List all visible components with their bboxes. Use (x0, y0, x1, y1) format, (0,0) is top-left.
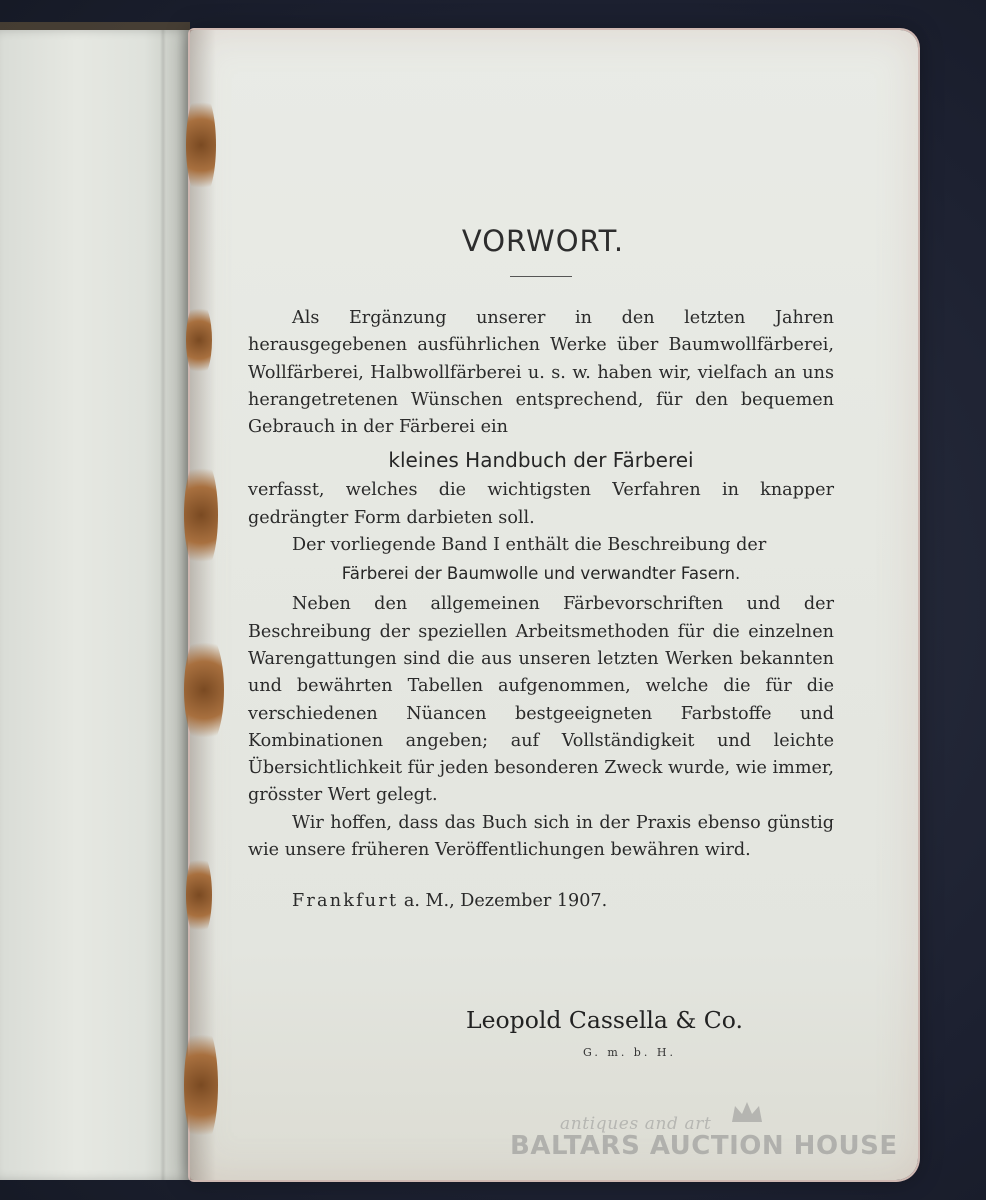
rust-stain (186, 90, 216, 200)
rust-stain (184, 455, 218, 575)
dateline (248, 888, 834, 915)
dateline-place: Frankfurt (292, 891, 399, 912)
preface-text-block (248, 200, 834, 915)
preface-paragraph-1: Als Ergänzung unserer in den letzten Jahren herausgegebenen ausführlichen Werke über Baumwollfärberei, Wollfärberei, Halbwollfärberei u. s. w. haben wir, vielfach an uns herangetretenen Wünschen entsprechend, für den bequemen Gebrauch in der Färberei ein (248, 308, 834, 438)
book-title-highlight: kleines Handbuch der Färberei (388, 448, 694, 473)
rust-stain (186, 300, 212, 380)
company-legal-form: G. m. b. H. (583, 1046, 676, 1059)
preface-paragraph-2: verfasst, welches die wichtigsten Verfahren in knapper gedrängter Form darbieten soll. (248, 480, 834, 528)
volume-subject-highlight: Färberei der Baumwolle und verwandter Fasern. (341, 564, 741, 584)
dateline-date: a. M., Dezember 1907. (398, 891, 608, 912)
watermark-name: BALTARS AUCTION HOUSE (510, 1131, 898, 1161)
crown-icon (730, 1100, 764, 1126)
rust-stain (184, 630, 224, 750)
preface-paragraph-3: Der vorliegende Band I enthält die Beschreibung der (292, 535, 767, 556)
company-signature: Leopold Cassella & Co. (466, 1006, 743, 1034)
page-title: VORWORT. (461, 224, 625, 258)
watermark-tagline: antiques and art (560, 1114, 712, 1134)
rust-stain (186, 850, 212, 940)
title-divider (510, 276, 572, 277)
preface-paragraph-4: Neben den allgemeinen Färbevorschriften und der Beschreibung der speziellen Arbeitsmethoden für die einzelnen Warengattungen sind die aus unseren letzten Werken bekannten und bewährten Tabellen aufgenommen, welche die für die verschiedenen Nüancen bestgeeigneten Farbstoffe und Kombinationen angeben; auf Vollständigkeit und leichte Übersichtlichkeit für jeden besonderen Zweck wurde, wie immer, grösster Wert gelegt. (248, 594, 834, 806)
preface-paragraph-5: Wir hoffen, dass das Buch sich in der Praxis ebenso günstig wie unsere früheren Veröffentlichungen bewähren wird. (248, 812, 834, 861)
rust-stain (184, 1020, 218, 1150)
left-page (0, 30, 194, 1180)
